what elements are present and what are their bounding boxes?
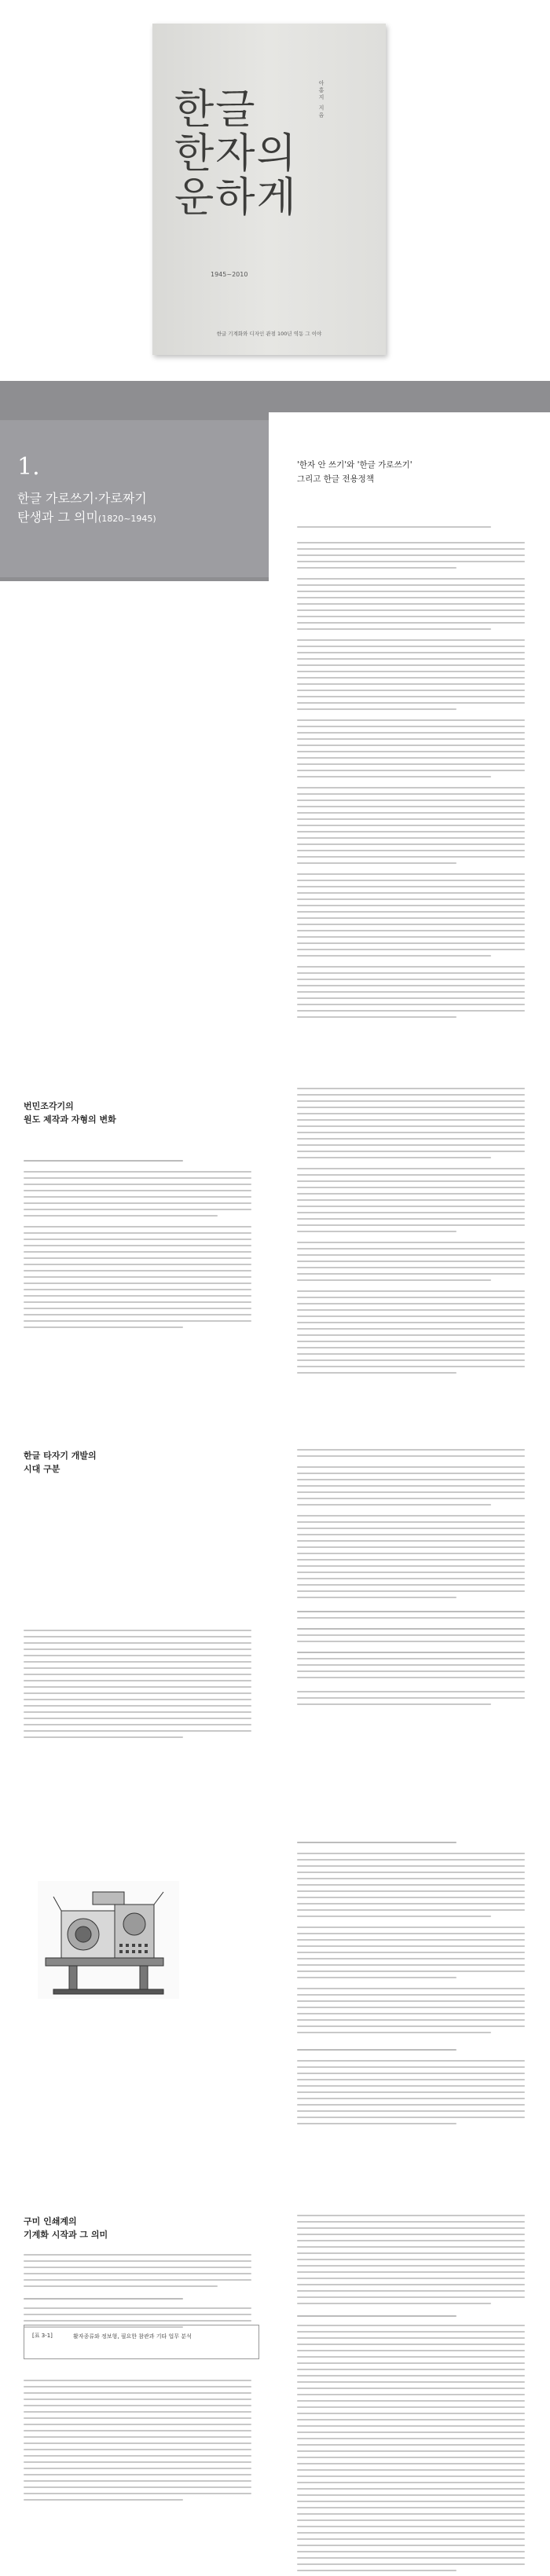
chapter-heading	[297, 458, 533, 486]
chapter-title-main: 한글 가로쓰기·가로짜기	[17, 491, 147, 506]
spread-2	[0, 1064, 550, 1402]
chapter-heading-line-1: '한자 안 쓰기'와 '한글 가로쓰기'	[297, 460, 412, 470]
spread-3-left-text	[24, 1630, 251, 1743]
spread-5	[0, 2216, 550, 2529]
spread-5-left-text	[24, 2254, 251, 2333]
chapter-title	[17, 489, 253, 529]
book-years: 1945~2010	[211, 271, 248, 278]
section-heading-4-line-2: 기계화 시작과 그 의미	[24, 2230, 108, 2240]
section-heading-3	[24, 1449, 228, 1476]
section-heading-3-line-2: 시대 구분	[24, 1464, 60, 1474]
spread-4	[0, 1806, 550, 2246]
chapter-number: 1.	[17, 453, 40, 481]
section-heading-2	[24, 1100, 228, 1126]
chapter-body-text	[297, 526, 525, 1023]
section-heading-4-line-1: 구미 인쇄계의	[24, 2216, 77, 2227]
spread-3-right-text	[297, 1449, 525, 1710]
book-title	[174, 88, 363, 220]
spread-3	[0, 1402, 550, 1806]
table-caption: 활자종류와 정보형, 필요한 참관과 기타 업무 분석	[73, 2333, 192, 2340]
book-title-line-1: 한글	[174, 86, 257, 134]
table-caption-box	[24, 2325, 259, 2359]
book-subtitle: 한글 기계화와 디자인 관점 100년 역동 그 이야	[216, 331, 322, 337]
book-cover	[152, 24, 386, 355]
spread-2-left-text	[24, 1160, 251, 1333]
spread-5-right-text	[297, 2215, 525, 2576]
spread-4-right-text	[297, 1842, 525, 2129]
table-label: [표 3-1]	[32, 2333, 53, 2339]
book-title-line-3: 운하게	[174, 174, 298, 221]
typesetting-machine-illustration	[38, 1881, 179, 1999]
chapter-1-spread	[0, 381, 550, 1064]
chapter-title-sub: 탄생과 그 의미	[17, 510, 98, 525]
chapter-title-years: (1820~1945)	[97, 514, 156, 524]
chapter-heading-line-2: 그리고 한글 전용정책	[297, 474, 374, 484]
chapter-title-sub-row	[17, 508, 253, 529]
book-cover-section	[0, 0, 550, 381]
section-heading-3-line-1: 한글 타자기 개발의	[24, 1451, 97, 1461]
book-title-line-2: 한자의	[174, 130, 298, 177]
section-heading-4	[24, 2215, 228, 2241]
book-author: 아홍지 지음	[318, 80, 324, 119]
spread-5-left-text-2	[24, 2380, 251, 2505]
section-heading-2-line-2: 원도 제작과 자형의 변화	[24, 1114, 116, 1125]
spread-2-right-text	[297, 1088, 525, 1378]
section-heading-2-line-1: 번민조각기의	[24, 1101, 74, 1111]
